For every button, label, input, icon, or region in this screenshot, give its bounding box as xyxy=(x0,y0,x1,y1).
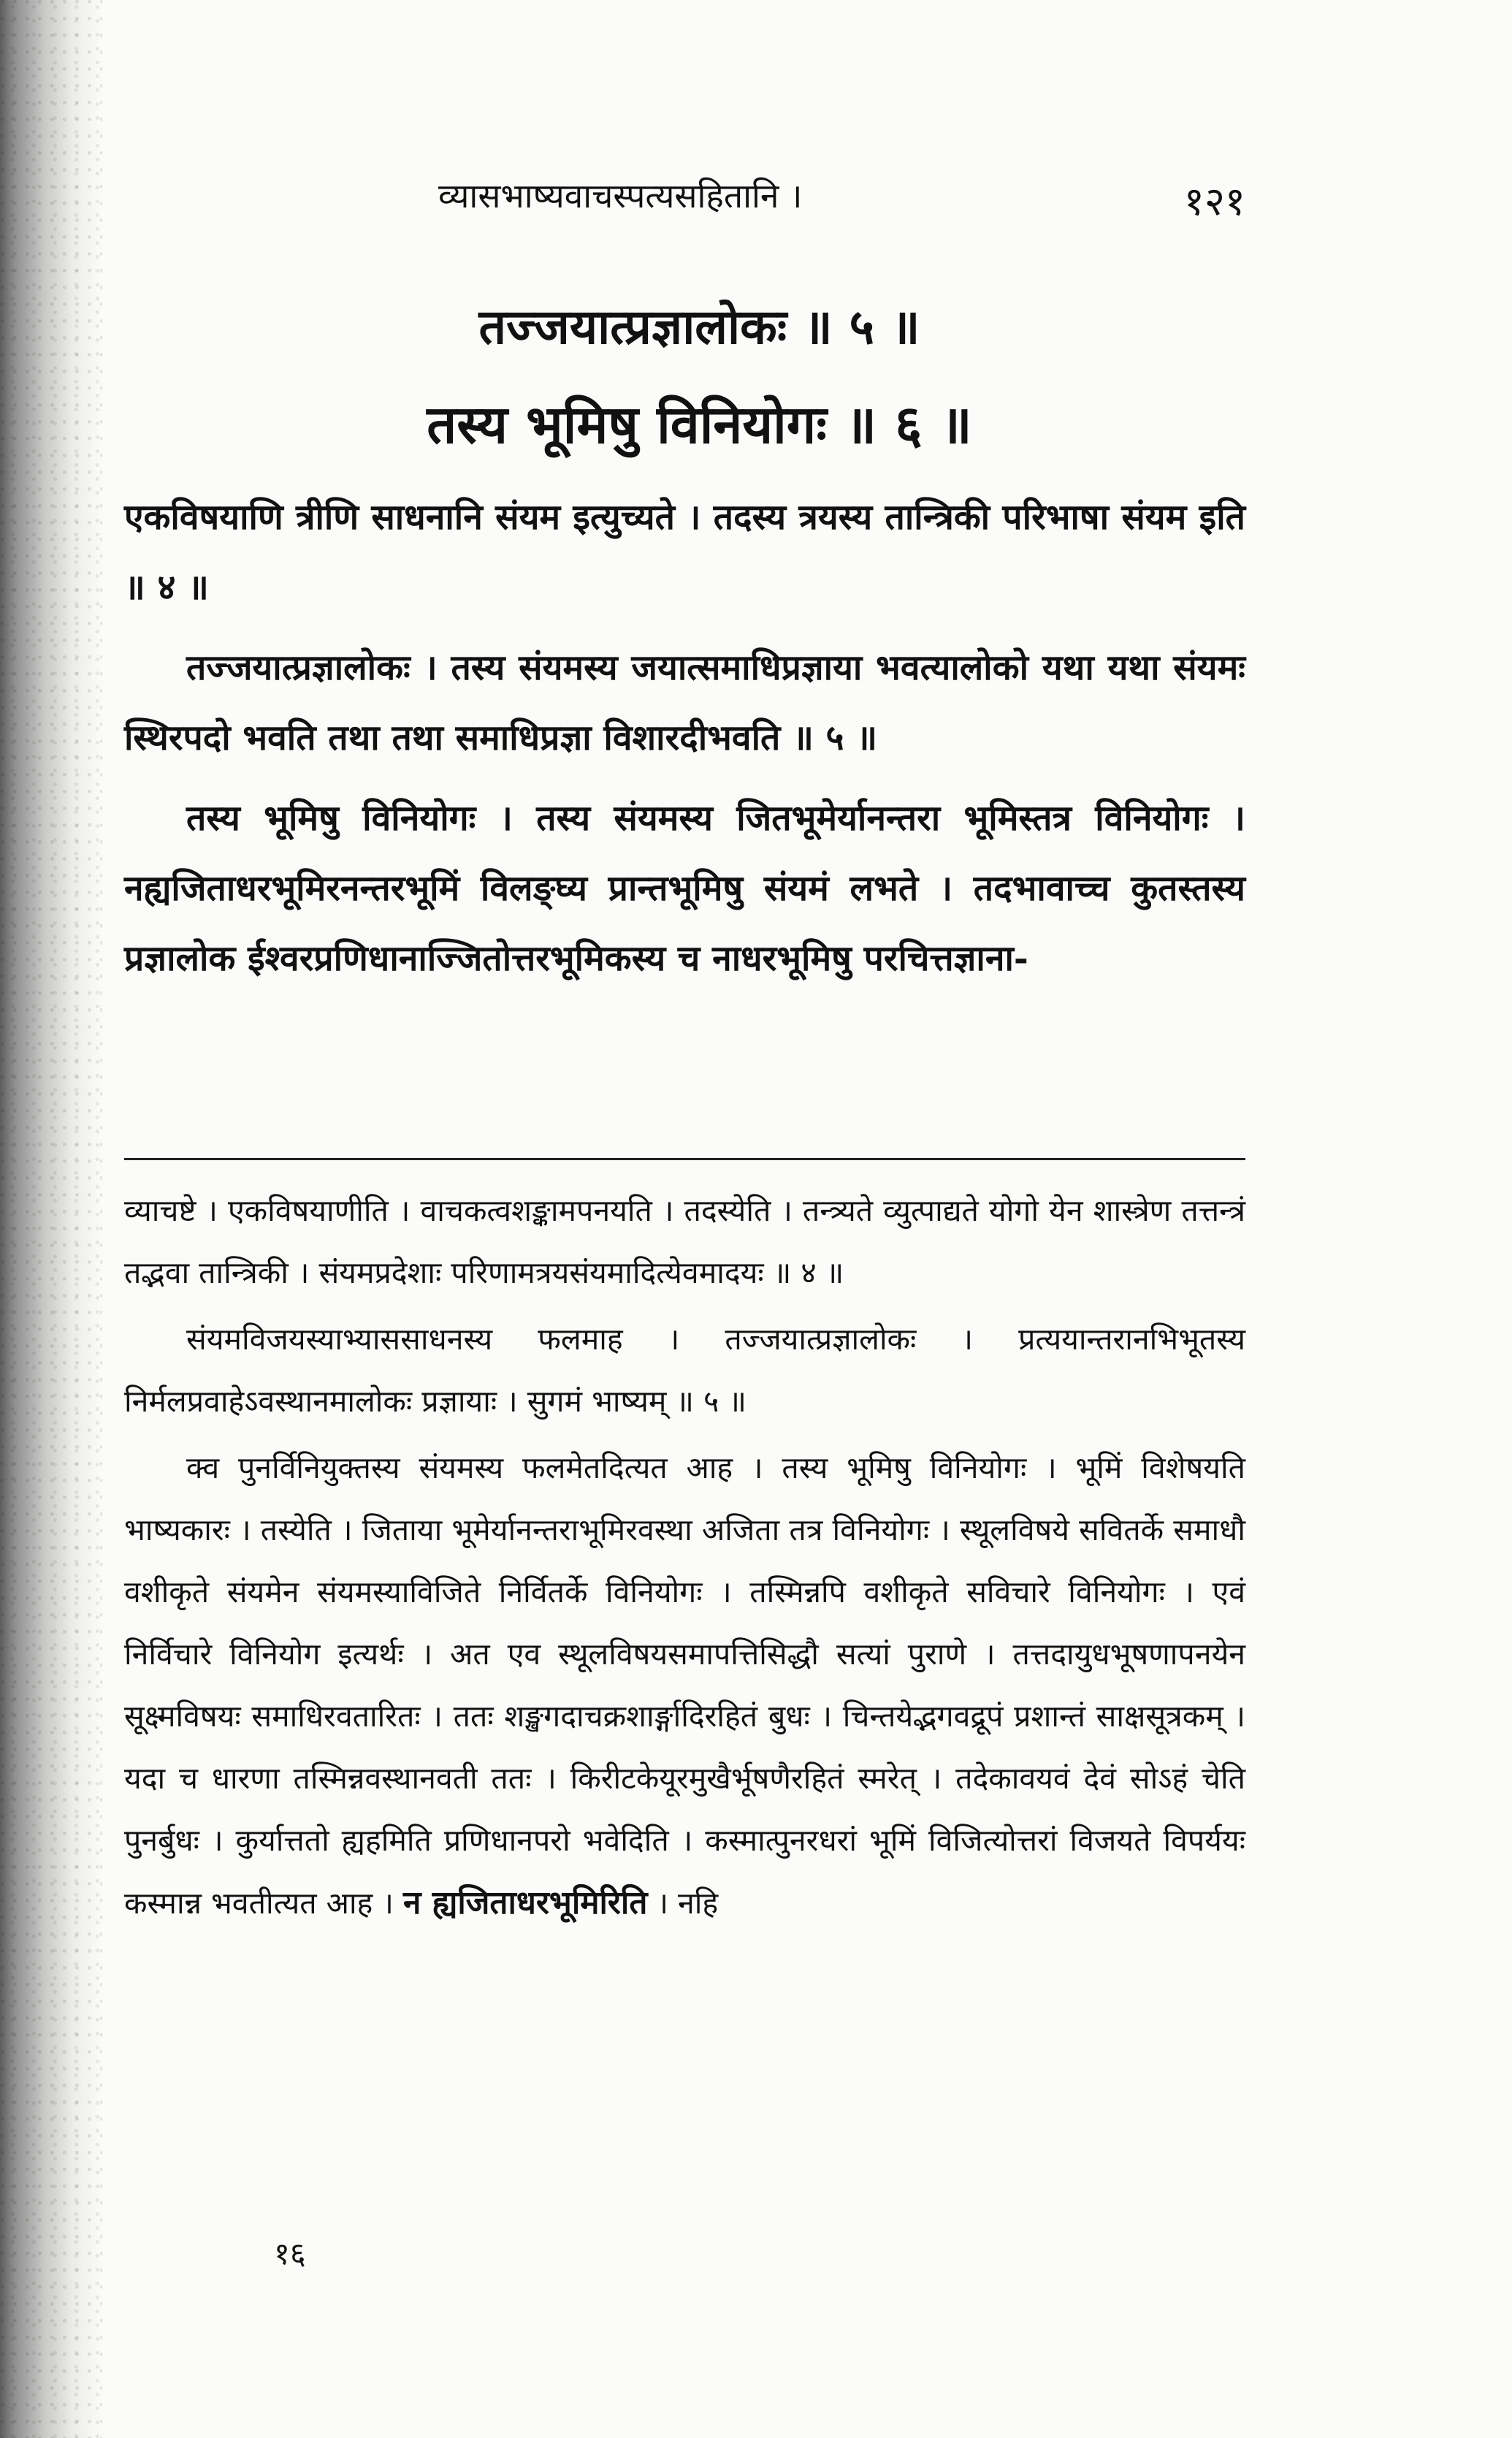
page-number: १२१ xyxy=(1183,178,1245,224)
tika-commentary xyxy=(124,1180,1245,1939)
bhashya-paragraph-2: तज्जयात्प्रज्ञालोकः । तस्य संयमस्य जयात्समाधिप्रज्ञाया भवत्यालोको यथा यथा संयमः स्थिरपदो भवति तथा तथा समाधिप्रज्ञा विशारदीभवति ॥ ५ ॥ xyxy=(124,647,1245,758)
tika-quoted-bhashya: न ह्यजिताधरभूमिरिति xyxy=(402,1884,648,1921)
bhashya-paragraph-3: तस्य भूमिषु विनियोगः । तस्य संयमस्य जितभूमेर्यानन्तरा भूमिस्तत्र विनियोगः । नह्यजिताधरभूमिरनन्तरभूमिं विलङ्घ्य प्रान्तभूमिषु संयमं लभते । तदभावाच्च कुतस्तस्य प्रज्ञालोक ईश्वरप्रणिधानाज्जितोत्तरभूमिकस्य च नाधरभूमिषु परचित्तज्ञाना- xyxy=(124,798,1245,979)
tika-paragraph-2: संयमविजयस्याभ्याससाधनस्य फलमाह । तज्जयात्प्रज्ञालोकः । प्रत्ययान्तरानभिभूतस्य निर्मलप्रवाहेऽवस्थानमालोकः प्रज्ञायाः । सुगमं भाष्यम् ॥ ५ ॥ xyxy=(124,1322,1245,1419)
tika-paragraph-3 xyxy=(124,1437,1245,1935)
tika-paragraph-1: व्याचष्टे । एकविषयाणीति । वाचकत्वशङ्कामपनयति । तदस्येति । तन्त्र्यते व्युत्पाद्यते योगो येन शास्त्रेण तत्तन्त्रं तद्भवा तान्त्रिकी । संयमप्रदेशाः परिणामत्रयसंयमादित्येवमादयः ॥ ४ ॥ xyxy=(124,1193,1245,1290)
bhashya-commentary xyxy=(124,482,1245,1004)
sutra-6: तस्य भूमिषु विनियोगः ॥ ६ ॥ xyxy=(427,393,972,455)
section-divider xyxy=(124,1158,1245,1160)
signature-mark: १६ xyxy=(274,2236,306,2271)
tika-paragraph-3-main: क्व पुनर्विनियुक्तस्य संयमस्य फलमेतदित्यत आह । तस्य भूमिषु विनियोगः । भूमिं विशेषयति भाष्यकारः । तस्येति । जिताया भूमेर्यानन्तराभूमिरवस्था अजिता तत्र विनियोगः । स्थूलविषये सवितर्के समाधौ वशीकृते संयमेन संयमस्याविजिते निर्वितर्के विनियोगः । तस्मिन्नपि वशीकृते सविचारे विनियोगः । एवं निर्विचारे विनियोग इत्यर्थः । अत एव स्थूलविषयसमापत्तिसिद्धौ सत्यां पुराणे । तत्तदायुधभूषणापनयेन सूक्ष्मविषयः समाधिरवतारितः । ततः शङ्खगदाचक्रशार्ङ्गादिरहितं बुधः । चिन्तयेद्भगवद्रूपं प्रशान्तं साक्षसूत्रकम् । यदा च धारणा तस्मिन्नवस्थानवती ततः । किरीटकेयूरमुखैर्भूषणैरहितं स्मरेत् । तदेकावयवं देवं सोऽहं चेति पुनर्बुधः । कुर्यात्ततो ह्यहमिति प्रणिधानपरो भवेदिति । कस्मात्पुनरधरां भूमिं विजित्योत्तरां विजयते विपर्ययः कस्मान्न भवतीत्यत आह । xyxy=(124,1450,1245,1921)
bhashya-paragraph-1: एकविषयाणि त्रीणि साधनानि संयम इत्युच्यते । तदस्य त्रयस्य तान्त्रिकी परिभाषा संयम इति ॥ ४ ॥ xyxy=(124,497,1245,608)
running-head xyxy=(124,172,1245,231)
sutra-5: तज्जयात्प्रज्ञालोकः ॥ ५ ॥ xyxy=(478,298,920,355)
scanned-page-edge-shadow xyxy=(0,0,102,2438)
tika-paragraph-3-end: । नहि xyxy=(657,1886,719,1921)
running-title: व्यासभाष्यवाचस्पत्यसहितानि । xyxy=(438,176,803,216)
